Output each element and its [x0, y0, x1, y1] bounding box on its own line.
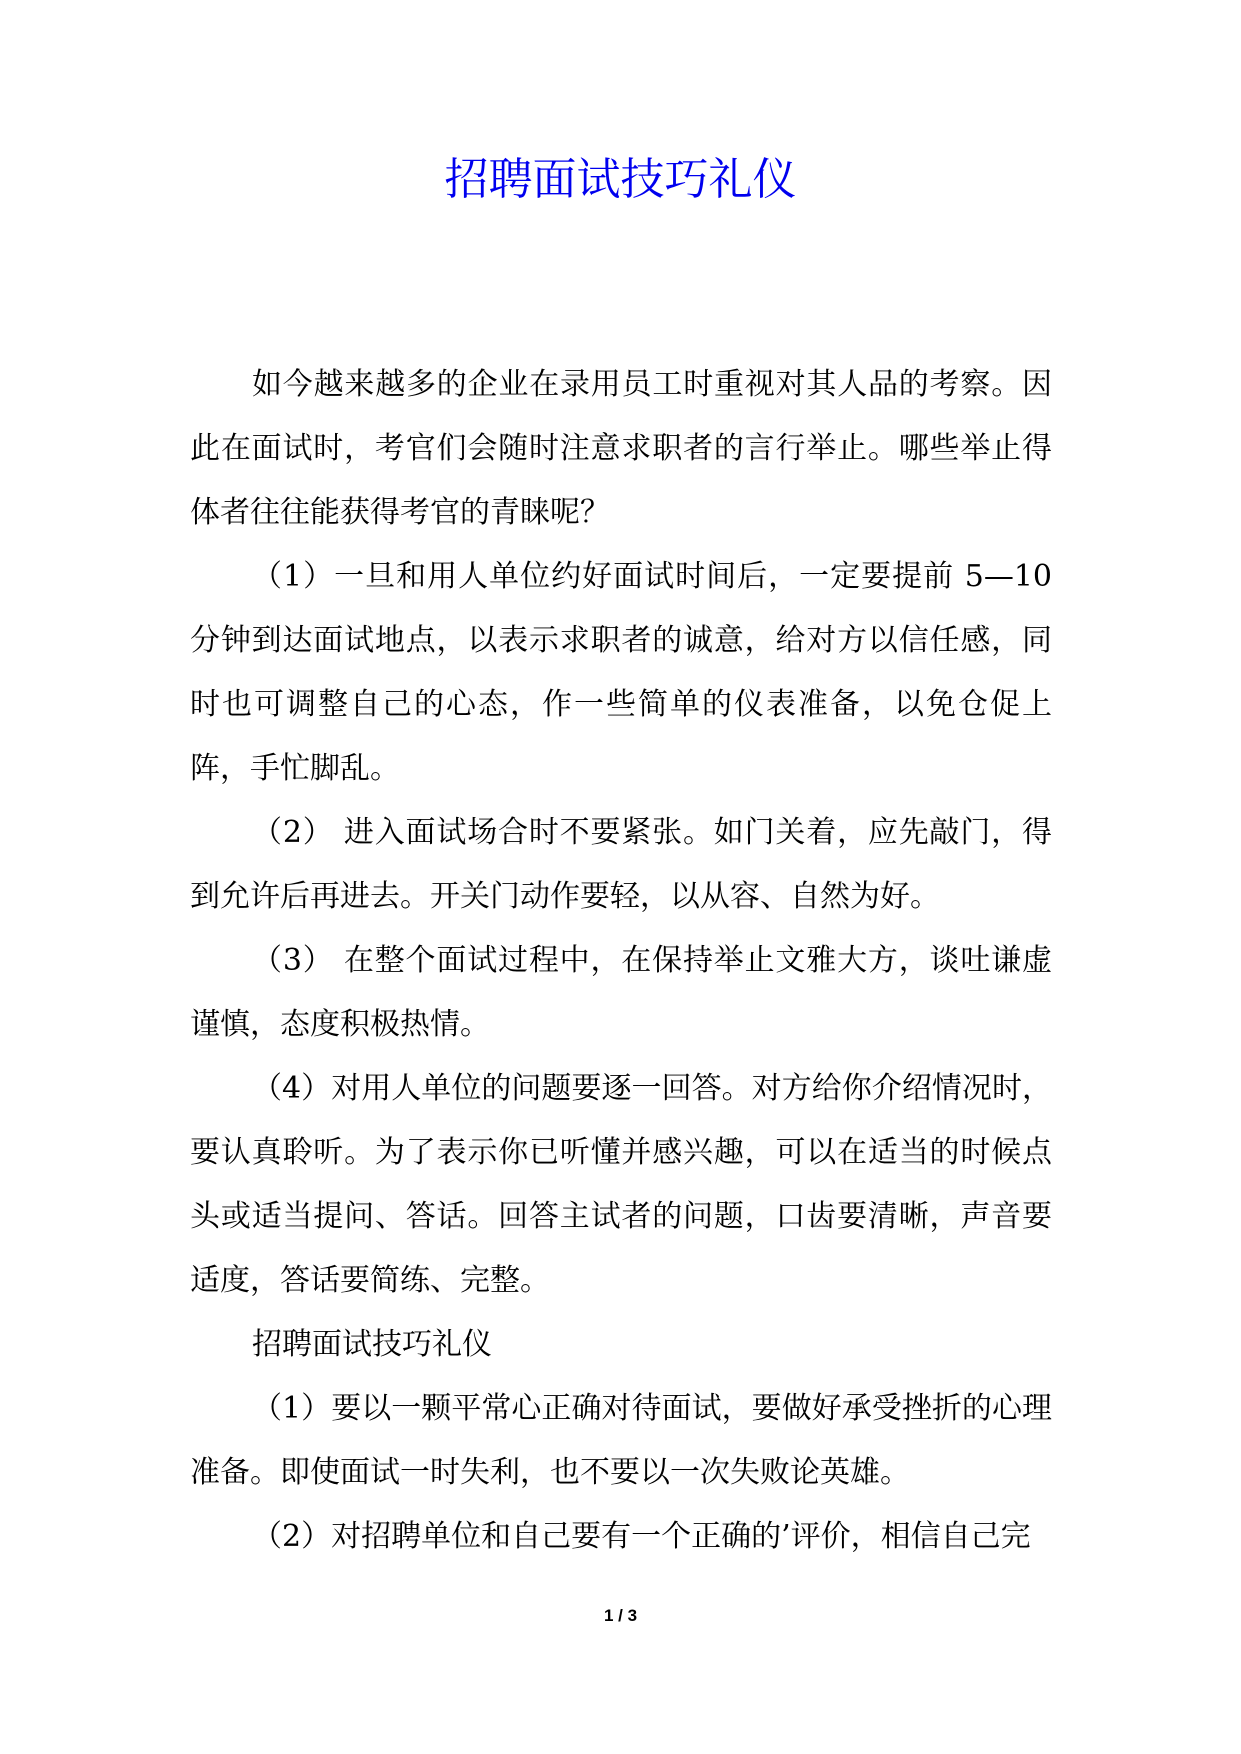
paragraph-item-1: （1）一旦和用人单位约好面试时间后，一定要提前 5—10 分钟到达面试地点，以表示求职者的诚意，给对方以信任感，同时也可调整自己的心态，作一些简单的仪表准备，以免仓促上阵，手忙脚乱。	[190, 559, 1052, 786]
page-number: 1 / 3	[603, 1606, 638, 1625]
paragraph-item-2: （2） 进入面试场合时不要紧张。如门关着，应先敲门，得到允许后再进去。开关门动作要轻，以从容、自然为好。	[190, 815, 1052, 914]
paragraph-section-item-1: （1）要以一颗平常心正确对待面试，要做好承受挫折的心理准备。即使面试一时失利，也不要以一次失败论英雄。	[190, 1391, 1052, 1490]
document-body	[190, 353, 1052, 1569]
paragraph-item-4: （4）对用人单位的问题要逐一回答。对方给你介绍情况时，要认真聆听。为了表示你已听懂并感兴趣，可以在适当的时候点头或适当提问、答话。回答主试者的问题，口齿要清晰，声音要适度，答话要简练、完整。	[190, 1071, 1052, 1298]
paragraph-intro: 如今越来越多的企业在录用员工时重视对其人品的考察。因此在面试时，考官们会随时注意求职者的言行举止。哪些举止得体者往往能获得考官的青睐呢？	[190, 367, 1052, 530]
document-title: 招聘面试技巧礼仪	[444, 154, 797, 205]
paragraph-section-item-2: （2）对招聘单位和自己要有一个正确的’评价，相信自己完	[252, 1519, 1031, 1554]
paragraph-item-3: （3） 在整个面试过程中，在保持举止文雅大方，谈吐谦虚谨慎，态度积极热情。	[190, 943, 1052, 1042]
section-heading: 招聘面试技巧礼仪	[252, 1327, 492, 1362]
